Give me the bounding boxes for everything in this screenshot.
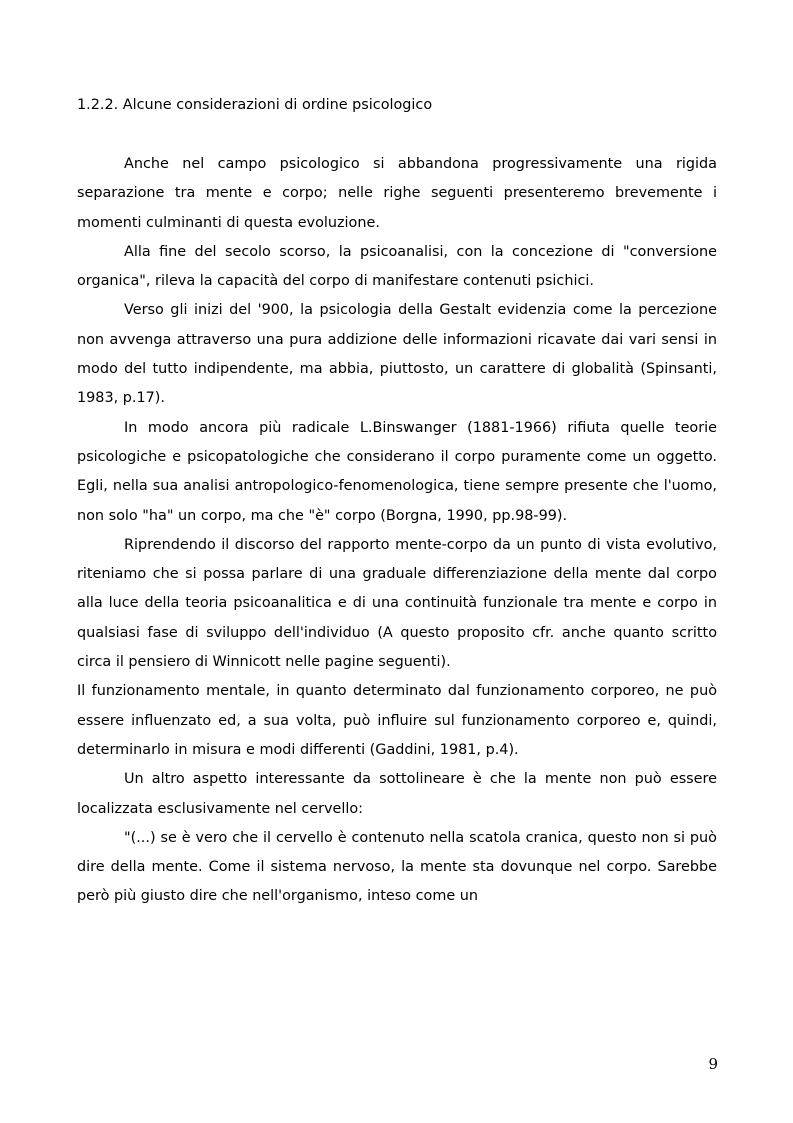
paragraph: Alla fine del secolo scorso, la psicoanalisi, con la concezione di "conversione organica", rileva la capacità del corpo di manifestare contenuti psichici. — [77, 243, 717, 290]
quotation-paragraph: "(...) se è vero che il cervello è contenuto nella scatola cranica, questo non si può dire della mente. Come il sistema nervoso, la mente sta dovunque nel corpo. Sarebbe però più giusto dire che nell'organismo, inteso come un — [77, 829, 717, 905]
section-heading: 1.2.2. Alcune considerazioni di ordine psicologico — [77, 97, 433, 113]
paragraph: Verso gli inizi del '900, la psicologia della Gestalt evidenzia come la percezione non avvenga attraverso una pura addizione delle informazioni ricavate dai vari sensi in modo del tutto indipendente, ma abbia, piuttosto, un carattere di globalità (Spinsanti, 1983, p.17). — [77, 302, 717, 407]
paragraph: Un altro aspetto interessante da sottolineare è che la mente non può essere localizzata esclusivamente nel cervello: — [77, 771, 717, 817]
paragraph: Anche nel campo psicologico si abbandona progressivamente una rigida separazione tra mente e corpo; nelle righe seguenti presenteremo brevemente i momenti culminanti di questa evoluzione. — [77, 156, 717, 231]
body-text — [77, 150, 717, 912]
paragraph: Riprendendo il discorso del rapporto mente-corpo da un punto di vista evolutivo, riteniamo che si possa parlare di una graduale differenziazione della mente dal corpo alla luce della teoria psicoanalitica e di una continuità funzionale tra mente e corpo in qualsiasi fase di sviluppo dell'individuo (A questo proposito cfr. anche quanto scritto circa il pensiero di Winnicott nelle pagine seguenti). — [77, 536, 717, 671]
page-number: 9 — [708, 1055, 718, 1073]
paragraph: Il funzionamento mentale, in quanto determinato dal funzionamento corporeo, ne può essere influenzato ed, a sua volta, può influire sul funzionamento corporeo e, quindi, determinarlo in misura e modi differenti (Gaddini, 1981, p.4). — [77, 683, 717, 758]
paragraph: In modo ancora più radicale L.Binswanger (1881-1966) rifiuta quelle teorie psicologiche e psicopatologiche che considerano il corpo puramente come un oggetto. Egli, nella sua analisi antropologico-fenomenologica, tiene sempre presente che l'uomo, non solo "ha" un corpo, ma che "è" corpo (Borgna, 1990, pp.98-99). — [77, 419, 717, 524]
